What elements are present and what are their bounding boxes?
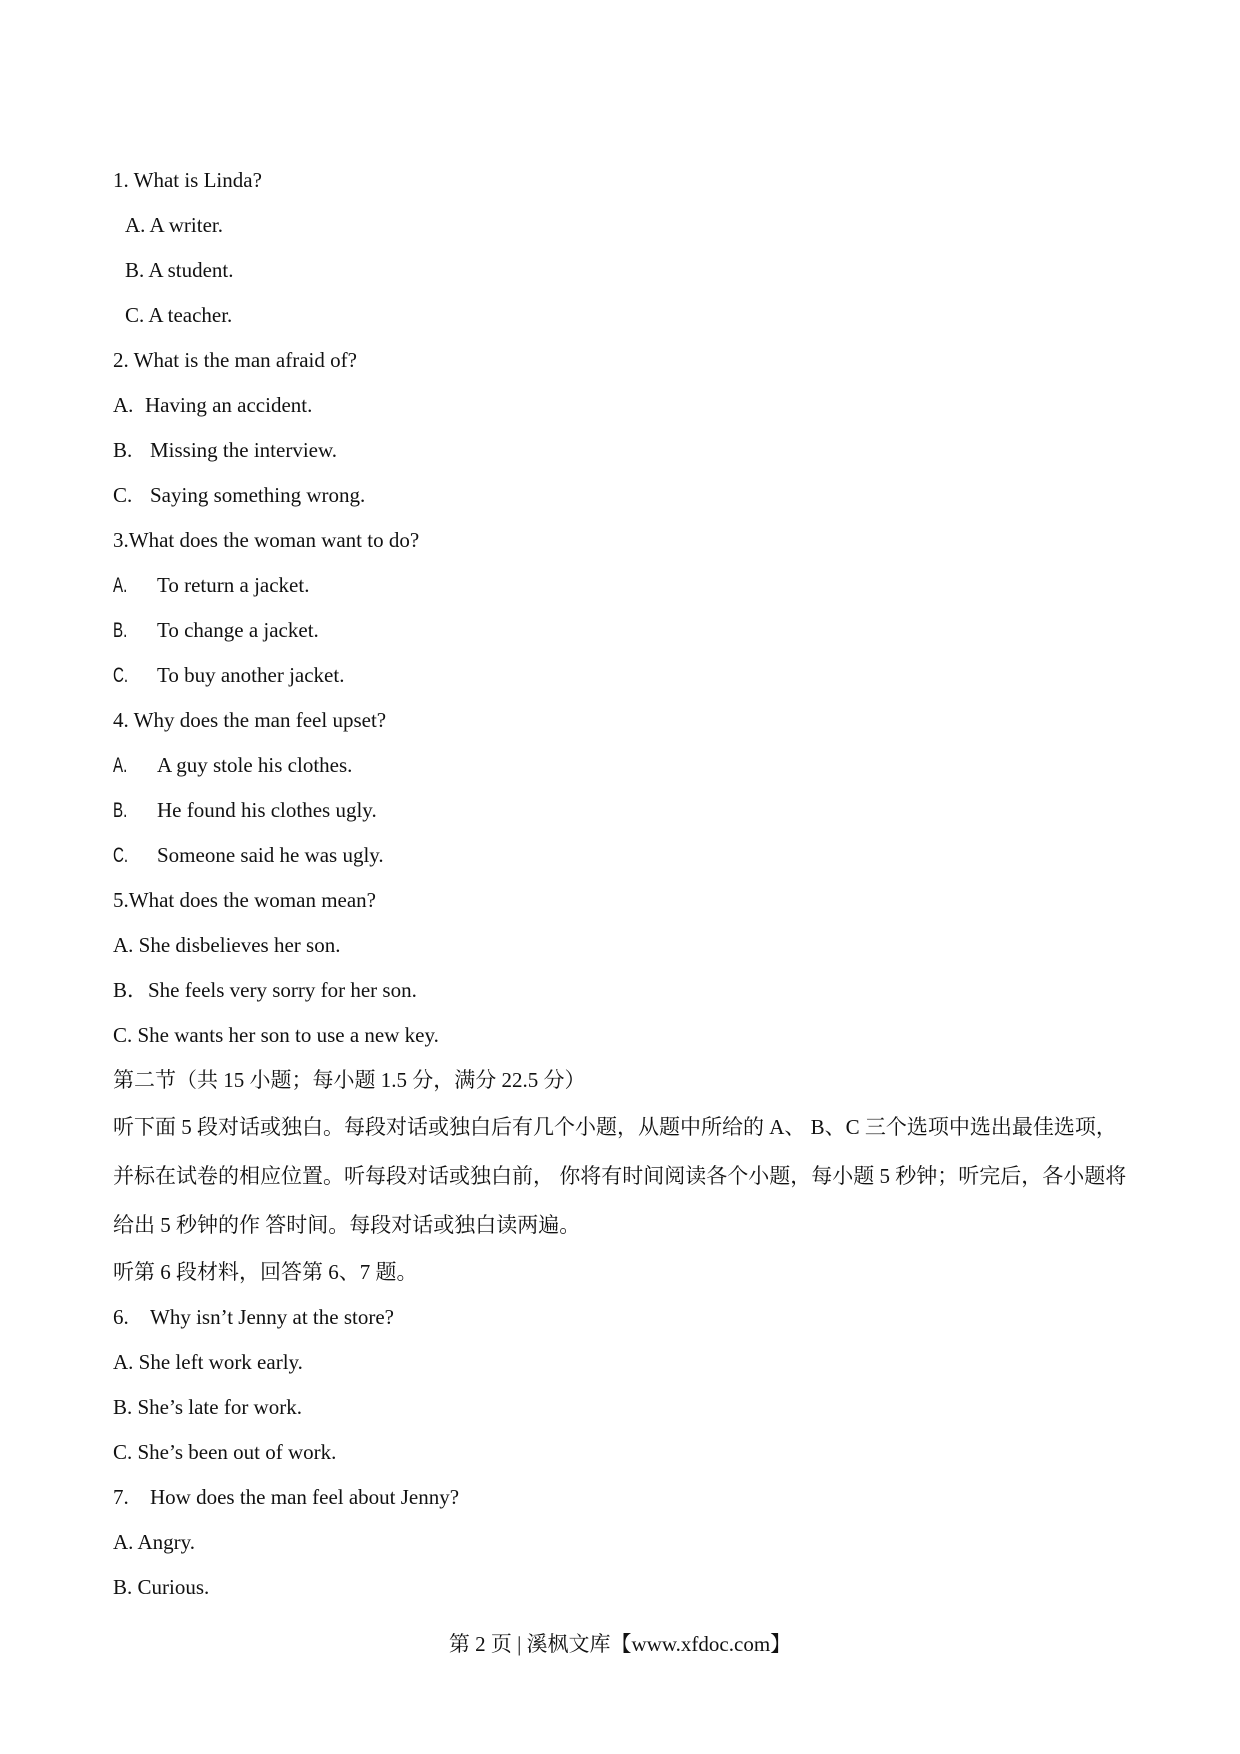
question-6-option-a: A. She left work early.	[113, 1350, 303, 1374]
material-intro: 听第 6 段材料，回答第 6、7 题。	[113, 1260, 418, 1284]
section-2-heading: 第二节（共 15 小题；每小题 1.5 分，满分 22.5 分）	[113, 1068, 586, 1092]
option-text: A guy stole his clothes.	[157, 753, 353, 777]
question-3-stem: 3.What does the woman want to do?	[113, 528, 420, 552]
option-text: To change a jacket.	[157, 618, 319, 642]
option-label: C.	[113, 844, 129, 867]
option-text: Having an accident.	[145, 393, 313, 417]
question-4-stem: 4. Why does the man feel upset?	[113, 708, 387, 732]
question-6-option-b: B. She’s late for work.	[113, 1395, 302, 1419]
question-7-option-a: A. Angry.	[113, 1530, 196, 1554]
question-text: Why isn’t Jenny at the store?	[150, 1305, 394, 1329]
page-footer: 第 2 页 | 溪枫文库【www.xfdoc.com】	[448, 1632, 792, 1656]
question-4-option-a	[113, 743, 1133, 788]
option-label: B.	[113, 438, 133, 462]
question-1-option-b: B. A student.	[125, 258, 234, 282]
question-2-option-c	[113, 473, 1133, 518]
question-4-option-b	[113, 788, 1133, 833]
option-text: To return a jacket.	[157, 573, 310, 597]
page-content	[113, 158, 1133, 1610]
question-4-option-c	[113, 833, 1133, 878]
question-1-stem: 1. What is Linda?	[113, 168, 262, 192]
question-5-option-b: B．She feels very sorry for her son.	[113, 978, 417, 1002]
question-2-stem: 2. What is the man afraid of?	[113, 348, 357, 372]
question-1-option-a: A. A writer.	[125, 213, 223, 237]
option-label: C.	[113, 483, 133, 507]
question-6-stem	[113, 1295, 1133, 1340]
question-text: How does the man feel about Jenny?	[150, 1485, 460, 1509]
question-5-option-c: C. She wants her son to use a new key.	[113, 1023, 439, 1047]
question-7-option-b: B. Curious.	[113, 1575, 210, 1599]
question-3-option-c	[113, 653, 1133, 698]
question-1-option-c: C. A teacher.	[125, 303, 233, 327]
question-3-option-a	[113, 563, 1133, 608]
option-text: To buy another jacket.	[157, 663, 345, 687]
option-text: Missing the interview.	[150, 438, 338, 462]
option-label: A.	[113, 574, 128, 597]
question-5-stem: 5.What does the woman mean?	[113, 888, 376, 912]
option-label: B.	[113, 619, 128, 642]
option-label: A.	[113, 393, 134, 417]
option-text: Saying something wrong.	[150, 483, 366, 507]
question-number: 6.	[113, 1305, 129, 1329]
option-label: A.	[113, 754, 128, 777]
question-number: 7.	[113, 1485, 129, 1509]
question-5-option-a: A. She disbelieves her son.	[113, 933, 341, 957]
option-label: B.	[113, 799, 128, 822]
question-2-option-b	[113, 428, 1133, 473]
option-label: C.	[113, 664, 129, 687]
option-text: He found his clothes ugly.	[157, 798, 377, 822]
question-3-option-b	[113, 608, 1133, 653]
question-7-stem	[113, 1475, 1133, 1520]
option-text: Someone said he was ugly.	[157, 843, 384, 867]
question-6-option-c: C. She’s been out of work.	[113, 1440, 337, 1464]
section-2-instructions: 听下面 5 段对话或独白。每段对话或独白后有几个小题，从题中所给的 A、 B、C 三个选项中选出最佳选项，并标在试卷的相应位置。听每段对话或独白前， 你将有时间阅读各个小题，每小题 5 秒钟；听完后，各小题将给出 5 秒钟的作 答时间。每段对话或独白读两遍。	[113, 1115, 1127, 1237]
question-2-option-a	[113, 383, 1133, 428]
